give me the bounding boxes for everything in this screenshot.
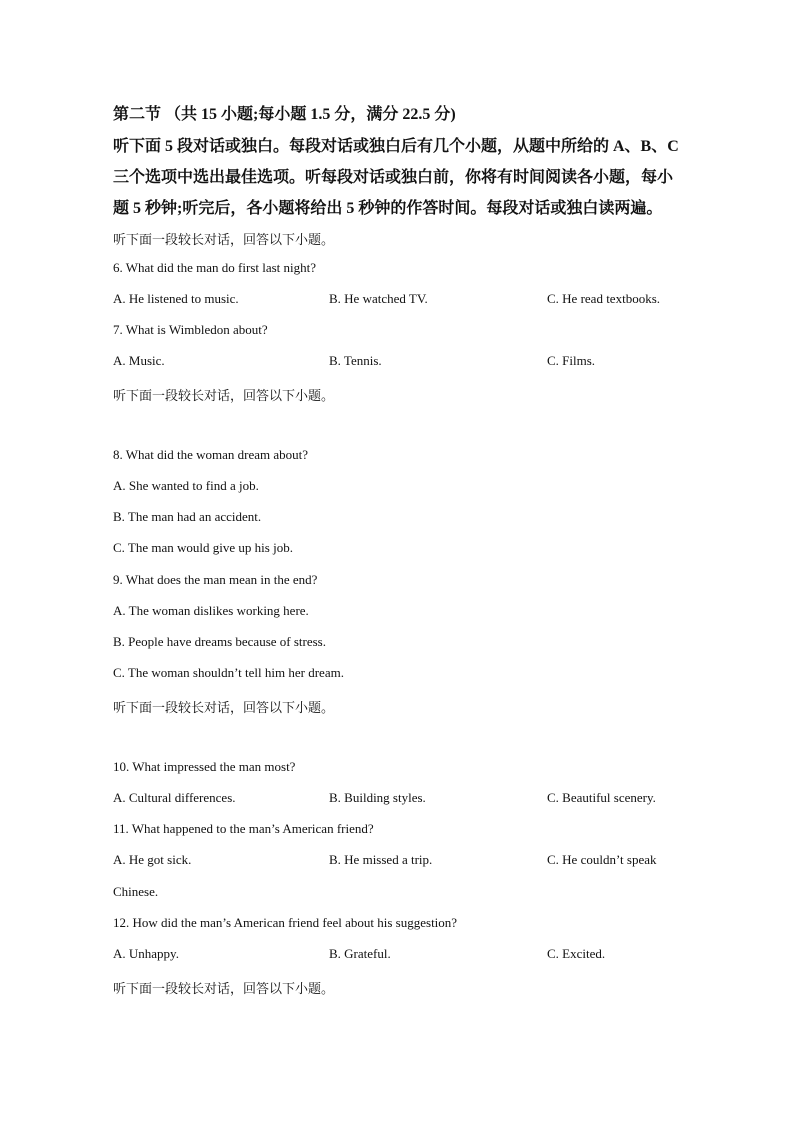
q12-option-b: B. Grateful. xyxy=(329,946,391,961)
section-title: 第二节 （共 15 小题;每小题 1.5 分，满分 22.5 分) xyxy=(113,106,456,123)
question-8: 8. What did the woman dream about? xyxy=(113,447,309,462)
q7-option-b: B. Tennis. xyxy=(329,353,382,368)
q9-option-a: A. The woman dislikes working here. xyxy=(113,603,309,618)
listening-prompt-3: 听下面一段较长对话，回答以下小题。 xyxy=(113,700,335,715)
listening-prompt: 听下面一段较长对话，回答以下小题。 xyxy=(113,232,335,247)
q10-option-c: C. Beautiful scenery. xyxy=(547,790,656,805)
q6-option-c: C. He read textbooks. xyxy=(547,291,661,306)
q9-option-b: B. People have dreams because of stress. xyxy=(113,634,326,649)
q6-option-a: A. He listened to music. xyxy=(113,291,239,306)
q12-option-a: A. Unhappy. xyxy=(113,946,179,961)
q6-option-b: B. He watched TV. xyxy=(329,291,428,306)
question-6: 6. What did the man do first last night? xyxy=(113,260,317,275)
instruction-line-1: 听下面 5 段对话或独白。每段对话或独白后有几个小题，从题中所给的 A、B、C xyxy=(113,138,679,155)
question-10: 10. What impressed the man most? xyxy=(113,759,296,774)
q11-option-a: A. He got sick. xyxy=(113,852,192,867)
q12-option-c: C. Excited. xyxy=(547,946,606,961)
instruction-line-2: 三个选项中选出最佳选项。听每段对话或独白前，你将有时间阅读各小题，每小 xyxy=(113,169,674,186)
q7-option-a: A. Music. xyxy=(113,353,165,368)
q11-option-c-continued: Chinese. xyxy=(113,884,159,899)
q8-option-a: A. She wanted to find a job. xyxy=(113,478,259,493)
q8-option-b: B. The man had an accident. xyxy=(113,509,262,524)
q10-option-a: A. Cultural differences. xyxy=(113,790,236,805)
q7-option-c: C. Films. xyxy=(547,353,596,368)
instruction-line-3: 题 5 秒钟;听完后，各小题将给出 5 秒钟的作答时间。每段对话或独白读两遍。 xyxy=(113,200,663,217)
q8-option-c: C. The man would give up his job. xyxy=(113,540,293,555)
q11-option-c: C. He couldn’t speak xyxy=(547,852,657,867)
listening-prompt-4: 听下面一段较长对话，回答以下小题。 xyxy=(113,981,335,996)
listening-prompt-2: 听下面一段较长对话，回答以下小题。 xyxy=(113,388,335,403)
q11-option-b: B. He missed a trip. xyxy=(329,852,433,867)
q9-option-c: C. The woman shouldn’t tell him her dream. xyxy=(113,665,344,680)
question-7: 7. What is Wimbledon about? xyxy=(113,322,268,337)
question-11: 11. What happened to the man’s American friend? xyxy=(113,821,374,836)
q10-option-b: B. Building styles. xyxy=(329,790,426,805)
question-12: 12. How did the man’s American friend feel about his suggestion? xyxy=(113,915,458,930)
question-9: 9. What does the man mean in the end? xyxy=(113,572,318,587)
